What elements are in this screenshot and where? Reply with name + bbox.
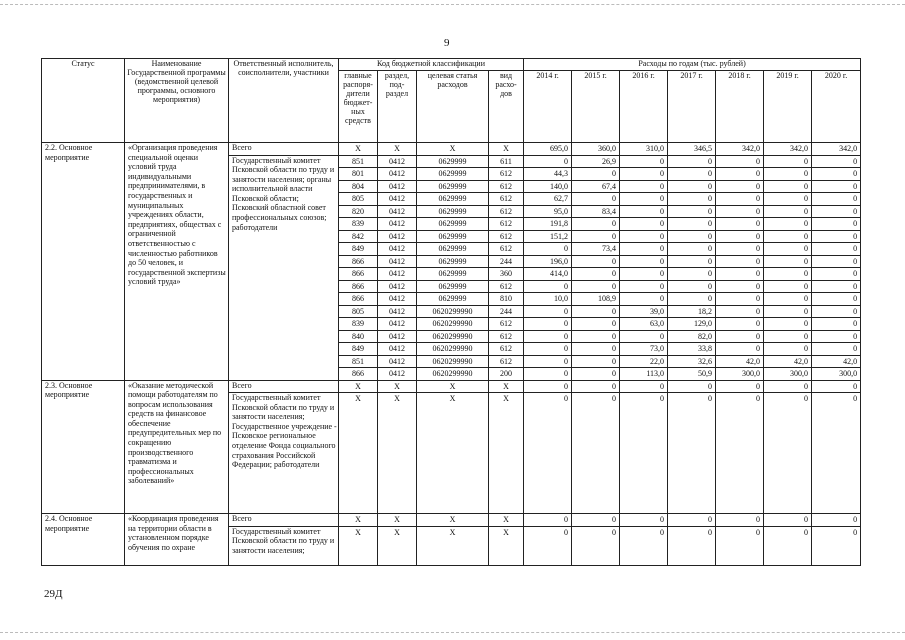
amount-cell: 62,7	[524, 193, 572, 206]
amount-cell: 0	[620, 218, 668, 231]
amount-cell: 10,0	[524, 293, 572, 306]
code-cell: 612	[489, 330, 524, 343]
code-cell: X	[489, 393, 524, 514]
code-cell: 0412	[378, 218, 417, 231]
header-year: 2014 г.	[524, 71, 572, 143]
code-cell: 360	[489, 268, 524, 281]
code-cell: 840	[339, 330, 378, 343]
amount-cell: 0	[764, 180, 812, 193]
code-cell: X	[339, 514, 378, 527]
amount-cell: 18,2	[668, 305, 716, 318]
amount-cell: 0	[716, 330, 764, 343]
code-cell: 0629999	[417, 268, 489, 281]
code-cell: 0412	[378, 305, 417, 318]
code-cell: 0412	[378, 293, 417, 306]
budget-table	[41, 58, 861, 566]
amount-cell: 300,0	[764, 368, 812, 381]
amount-cell: 151,2	[524, 230, 572, 243]
amount-cell: 0	[572, 305, 620, 318]
amount-cell: 0	[716, 193, 764, 206]
amount-cell: 129,0	[668, 318, 716, 331]
code-cell: 805	[339, 193, 378, 206]
amount-cell: 0	[764, 268, 812, 281]
amount-cell: 0	[668, 393, 716, 514]
code-cell: X	[417, 143, 489, 156]
amount-cell: 0	[812, 230, 861, 243]
amount-cell: 0	[668, 268, 716, 281]
amount-cell: 0	[716, 393, 764, 514]
amount-cell: 42,0	[716, 355, 764, 368]
header-year: 2016 г.	[620, 71, 668, 143]
amount-cell: 0	[572, 393, 620, 514]
code-cell: X	[417, 526, 489, 565]
amount-cell: 63,0	[620, 318, 668, 331]
amount-cell: 0	[716, 205, 764, 218]
total-label-cell: Всего	[229, 380, 339, 393]
amount-cell: 0	[812, 293, 861, 306]
header-program-name: Наименование Государственной программы (ведомственной целевой программы, основного мероприятия)	[125, 59, 229, 143]
amount-cell: 0	[572, 514, 620, 527]
amount-cell: 0	[716, 218, 764, 231]
amount-cell: 0	[716, 380, 764, 393]
code-cell: 0412	[378, 155, 417, 168]
code-cell: 0412	[378, 243, 417, 256]
amount-cell: 33,8	[668, 343, 716, 356]
code-cell: 0629999	[417, 230, 489, 243]
amount-cell: 0	[524, 280, 572, 293]
amount-cell: 0	[620, 330, 668, 343]
amount-cell: 0	[620, 155, 668, 168]
amount-cell: 0	[764, 168, 812, 181]
amount-cell: 0	[716, 230, 764, 243]
amount-cell: 0	[572, 355, 620, 368]
code-cell: 612	[489, 355, 524, 368]
code-cell: 611	[489, 155, 524, 168]
amount-cell: 0	[620, 280, 668, 293]
amount-cell: 0	[620, 268, 668, 281]
amount-cell: 0	[572, 343, 620, 356]
page-bottom-border	[0, 632, 905, 633]
amount-cell: 0	[764, 514, 812, 527]
amount-cell: 73,4	[572, 243, 620, 256]
amount-cell: 0	[716, 318, 764, 331]
code-cell: 0620299990	[417, 355, 489, 368]
amount-cell: 44,3	[524, 168, 572, 181]
code-cell: 612	[489, 318, 524, 331]
amount-cell: 0	[572, 255, 620, 268]
section-total-row	[42, 143, 861, 156]
code-cell: 866	[339, 368, 378, 381]
code-cell: 0412	[378, 205, 417, 218]
amount-cell: 82,0	[668, 330, 716, 343]
code-cell: 0629999	[417, 255, 489, 268]
amount-cell: 0	[572, 268, 620, 281]
amount-cell: 42,0	[812, 355, 861, 368]
amount-cell: 360,0	[572, 143, 620, 156]
code-cell: 612	[489, 193, 524, 206]
code-cell: 0629999	[417, 293, 489, 306]
amount-cell: 0	[716, 243, 764, 256]
header-expense-type: вид расхо-дов	[489, 71, 524, 143]
amount-cell: 0	[764, 380, 812, 393]
amount-cell: 346,5	[668, 143, 716, 156]
code-cell: 0629999	[417, 155, 489, 168]
amount-cell: 0	[764, 193, 812, 206]
amount-cell: 0	[812, 330, 861, 343]
amount-cell: 300,0	[716, 368, 764, 381]
amount-cell: 26,9	[572, 155, 620, 168]
amount-cell: 0	[764, 330, 812, 343]
amount-cell: 22,0	[620, 355, 668, 368]
amount-cell: 0	[764, 218, 812, 231]
amount-cell: 108,9	[572, 293, 620, 306]
code-cell: 0412	[378, 343, 417, 356]
code-cell: 612	[489, 218, 524, 231]
page-top-border	[0, 4, 905, 5]
amount-cell: 0	[524, 393, 572, 514]
amount-cell: 0	[764, 280, 812, 293]
code-cell: 849	[339, 343, 378, 356]
amount-cell: 0	[812, 168, 861, 181]
amount-cell: 191,8	[524, 218, 572, 231]
amount-cell: 0	[716, 255, 764, 268]
amount-cell: 0	[764, 318, 812, 331]
header-expenses: Расходы по годам (тыс. рублей)	[524, 59, 861, 71]
header-year: 2017 г.	[668, 71, 716, 143]
amount-cell: 0	[572, 526, 620, 565]
code-cell: 851	[339, 355, 378, 368]
code-cell: 0412	[378, 255, 417, 268]
header-year: 2020 г.	[812, 71, 861, 143]
amount-cell: 0	[620, 526, 668, 565]
amount-cell: 0	[764, 155, 812, 168]
code-cell: X	[417, 393, 489, 514]
amount-cell: 83,4	[572, 205, 620, 218]
amount-cell: 0	[620, 168, 668, 181]
amount-cell: 67,4	[572, 180, 620, 193]
amount-cell: 0	[812, 268, 861, 281]
amount-cell: 140,0	[524, 180, 572, 193]
executor-cell: Государственный комитет Псковской области по труду и занятости населения; Государственное учреждение - Псковское региональное отделение Фонда социального страхования Российской Федерации; работодатели	[229, 393, 339, 514]
amount-cell: 0	[668, 168, 716, 181]
amount-cell: 0	[572, 218, 620, 231]
amount-cell: 0	[524, 368, 572, 381]
code-cell: X	[489, 514, 524, 527]
amount-cell: 0	[668, 193, 716, 206]
amount-cell: 0	[812, 305, 861, 318]
amount-cell: 414,0	[524, 268, 572, 281]
amount-cell: 113,0	[620, 368, 668, 381]
amount-cell: 196,0	[524, 255, 572, 268]
amount-cell: 0	[812, 205, 861, 218]
amount-cell: 0	[812, 218, 861, 231]
code-cell: 200	[489, 368, 524, 381]
amount-cell: 0	[524, 318, 572, 331]
code-cell: 851	[339, 155, 378, 168]
amount-cell: 0	[620, 193, 668, 206]
section-total-row	[42, 514, 861, 527]
amount-cell: 0	[524, 330, 572, 343]
amount-cell: 342,0	[812, 143, 861, 156]
amount-cell: 0	[716, 293, 764, 306]
amount-cell: 73,0	[620, 343, 668, 356]
code-cell: X	[489, 143, 524, 156]
code-cell: 612	[489, 205, 524, 218]
table-body	[42, 143, 861, 566]
header-budget-code: Код бюджетной классификации	[339, 59, 524, 71]
amount-cell: 0	[668, 205, 716, 218]
code-cell: 612	[489, 343, 524, 356]
amount-cell: 0	[620, 255, 668, 268]
amount-cell: 0	[572, 380, 620, 393]
amount-cell: 0	[524, 305, 572, 318]
amount-cell: 300,0	[812, 368, 861, 381]
amount-cell: 0	[572, 318, 620, 331]
code-cell: X	[339, 143, 378, 156]
code-cell: 839	[339, 318, 378, 331]
amount-cell: 0	[572, 230, 620, 243]
amount-cell: 0	[812, 243, 861, 256]
code-cell: X	[339, 393, 378, 514]
code-cell: 0629999	[417, 205, 489, 218]
code-cell: 0412	[378, 230, 417, 243]
amount-cell: 0	[668, 526, 716, 565]
code-cell: X	[378, 380, 417, 393]
amount-cell: 0	[668, 155, 716, 168]
amount-cell: 0	[572, 368, 620, 381]
code-cell: 0629999	[417, 280, 489, 293]
code-cell: 866	[339, 280, 378, 293]
page-number: 9	[444, 37, 450, 49]
header-year: 2015 г.	[572, 71, 620, 143]
code-cell: 612	[489, 180, 524, 193]
code-cell: X	[378, 526, 417, 565]
header-grbs: главные распоря-дители бюджет-ных средств	[339, 71, 378, 143]
amount-cell: 39,0	[620, 305, 668, 318]
amount-cell: 0	[668, 280, 716, 293]
amount-cell: 342,0	[764, 143, 812, 156]
amount-cell: 0	[524, 343, 572, 356]
amount-cell: 0	[524, 526, 572, 565]
amount-cell: 0	[812, 180, 861, 193]
executor-cell: Государственный комитет Псковской области по труду и занятости населения; органы исполнительной власти Псковской области; Псковский областной совет профессиональных союзов; работодатели	[229, 155, 339, 380]
code-cell: 842	[339, 230, 378, 243]
amount-cell: 0	[764, 243, 812, 256]
code-cell: 839	[339, 218, 378, 231]
status-cell: 2.3. Основное мероприятие	[42, 380, 125, 514]
amount-cell: 0	[716, 168, 764, 181]
amount-cell: 0	[524, 380, 572, 393]
section-total-row	[42, 380, 861, 393]
amount-cell: 0	[812, 393, 861, 514]
amount-cell: 0	[812, 380, 861, 393]
code-cell: X	[378, 143, 417, 156]
code-cell: 0620299990	[417, 343, 489, 356]
amount-cell: 0	[764, 205, 812, 218]
code-cell: 0412	[378, 168, 417, 181]
status-cell: 2.4. Основное мероприятие	[42, 514, 125, 566]
code-cell: X	[489, 380, 524, 393]
code-cell: 0620299990	[417, 318, 489, 331]
code-cell: 805	[339, 305, 378, 318]
amount-cell: 0	[620, 380, 668, 393]
amount-cell: 0	[812, 318, 861, 331]
amount-cell: 0	[620, 293, 668, 306]
amount-cell: 0	[524, 355, 572, 368]
amount-cell: 0	[716, 155, 764, 168]
code-cell: 0620299990	[417, 305, 489, 318]
amount-cell: 0	[812, 514, 861, 527]
amount-cell: 0	[668, 218, 716, 231]
header-section: раздел, под-раздел	[378, 71, 417, 143]
amount-cell: 0	[716, 526, 764, 565]
total-label-cell: Всего	[229, 143, 339, 156]
amount-cell: 695,0	[524, 143, 572, 156]
program-name-cell: «Оказание методической помощи работодателям по вопросам использования средств на финансовое обеспечение предупредительных мер по сокращению производственного травматизма и профессиональных заболеваний»	[125, 380, 229, 514]
amount-cell: 95,0	[524, 205, 572, 218]
amount-cell: 0	[668, 243, 716, 256]
code-cell: 0629999	[417, 168, 489, 181]
code-cell: 866	[339, 255, 378, 268]
code-cell: X	[417, 380, 489, 393]
code-cell: 0412	[378, 280, 417, 293]
amount-cell: 0	[764, 255, 812, 268]
code-cell: 810	[489, 293, 524, 306]
amount-cell: 0	[716, 514, 764, 527]
amount-cell: 0	[668, 514, 716, 527]
amount-cell: 0	[572, 280, 620, 293]
amount-cell: 0	[524, 514, 572, 527]
amount-cell: 0	[620, 243, 668, 256]
code-cell: 0412	[378, 318, 417, 331]
code-cell: 0620299990	[417, 330, 489, 343]
code-cell: 0412	[378, 180, 417, 193]
header-status: Статус	[42, 59, 125, 143]
amount-cell: 0	[716, 343, 764, 356]
code-cell: 244	[489, 255, 524, 268]
code-cell: X	[417, 514, 489, 527]
amount-cell: 0	[668, 293, 716, 306]
code-cell: 849	[339, 243, 378, 256]
amount-cell: 0	[668, 180, 716, 193]
amount-cell: 0	[764, 293, 812, 306]
amount-cell: 342,0	[716, 143, 764, 156]
table-header	[42, 59, 861, 143]
header-year: 2018 г.	[716, 71, 764, 143]
amount-cell: 0	[812, 155, 861, 168]
amount-cell: 0	[524, 243, 572, 256]
amount-cell: 0	[764, 393, 812, 514]
status-cell: 2.2. Основное мероприятие	[42, 143, 125, 381]
code-cell: 0629999	[417, 218, 489, 231]
code-cell: 801	[339, 168, 378, 181]
amount-cell: 32,6	[668, 355, 716, 368]
code-cell: X	[489, 526, 524, 565]
amount-cell: 0	[812, 255, 861, 268]
amount-cell: 0	[572, 193, 620, 206]
code-cell: 804	[339, 180, 378, 193]
code-cell: 244	[489, 305, 524, 318]
amount-cell: 42,0	[764, 355, 812, 368]
amount-cell: 0	[764, 343, 812, 356]
code-cell: 0629999	[417, 180, 489, 193]
code-cell: 612	[489, 280, 524, 293]
code-cell: 0620299990	[417, 368, 489, 381]
code-cell: X	[339, 380, 378, 393]
amount-cell: 0	[764, 230, 812, 243]
amount-cell: 0	[572, 330, 620, 343]
code-cell: 612	[489, 230, 524, 243]
code-cell: 0412	[378, 330, 417, 343]
code-cell: 0629999	[417, 243, 489, 256]
code-cell: 866	[339, 293, 378, 306]
code-cell: 0629999	[417, 193, 489, 206]
code-cell: 866	[339, 268, 378, 281]
amount-cell: 0	[620, 205, 668, 218]
code-cell: 612	[489, 243, 524, 256]
amount-cell: 310,0	[620, 143, 668, 156]
amount-cell: 0	[812, 193, 861, 206]
amount-cell: 0	[668, 230, 716, 243]
amount-cell: 50,9	[668, 368, 716, 381]
header-target-item: целевая статья расходов	[417, 71, 489, 143]
amount-cell: 0	[620, 180, 668, 193]
executor-cell: Государственный комитет Псковской области по труду и занятости населения;	[229, 526, 339, 565]
amount-cell: 0	[620, 230, 668, 243]
amount-cell: 0	[524, 155, 572, 168]
amount-cell: 0	[716, 280, 764, 293]
amount-cell: 0	[620, 393, 668, 514]
amount-cell: 0	[668, 255, 716, 268]
amount-cell: 0	[812, 526, 861, 565]
code-cell: X	[339, 526, 378, 565]
amount-cell: 0	[668, 380, 716, 393]
amount-cell: 0	[716, 268, 764, 281]
header-year: 2019 г.	[764, 71, 812, 143]
footer-code: 29Д	[44, 588, 63, 600]
amount-cell: 0	[620, 514, 668, 527]
program-name-cell: «Организация проведения специальной оценки условий труда индивидуальными предпринимателями, в государственных и муниципальных учреждениях области, предприятиях, обществах с ограниченной ответственностью с численностью работников до 50 человек, и государственной экспертизы условий труда»	[125, 143, 229, 381]
code-cell: 0412	[378, 355, 417, 368]
code-cell: X	[378, 514, 417, 527]
amount-cell: 0	[716, 305, 764, 318]
code-cell: 0412	[378, 268, 417, 281]
header-executor: Ответственный исполнитель, соисполнители, участники	[229, 59, 339, 143]
code-cell: 0412	[378, 368, 417, 381]
program-name-cell: «Координация проведения на территории области в установленном порядке обучения по охране	[125, 514, 229, 566]
code-cell: 0412	[378, 193, 417, 206]
amount-cell: 0	[764, 305, 812, 318]
amount-cell: 0	[812, 343, 861, 356]
code-cell: X	[378, 393, 417, 514]
amount-cell: 0	[572, 168, 620, 181]
code-cell: 820	[339, 205, 378, 218]
amount-cell: 0	[716, 180, 764, 193]
total-label-cell: Всего	[229, 514, 339, 527]
amount-cell: 0	[812, 280, 861, 293]
amount-cell: 0	[764, 526, 812, 565]
code-cell: 612	[489, 168, 524, 181]
